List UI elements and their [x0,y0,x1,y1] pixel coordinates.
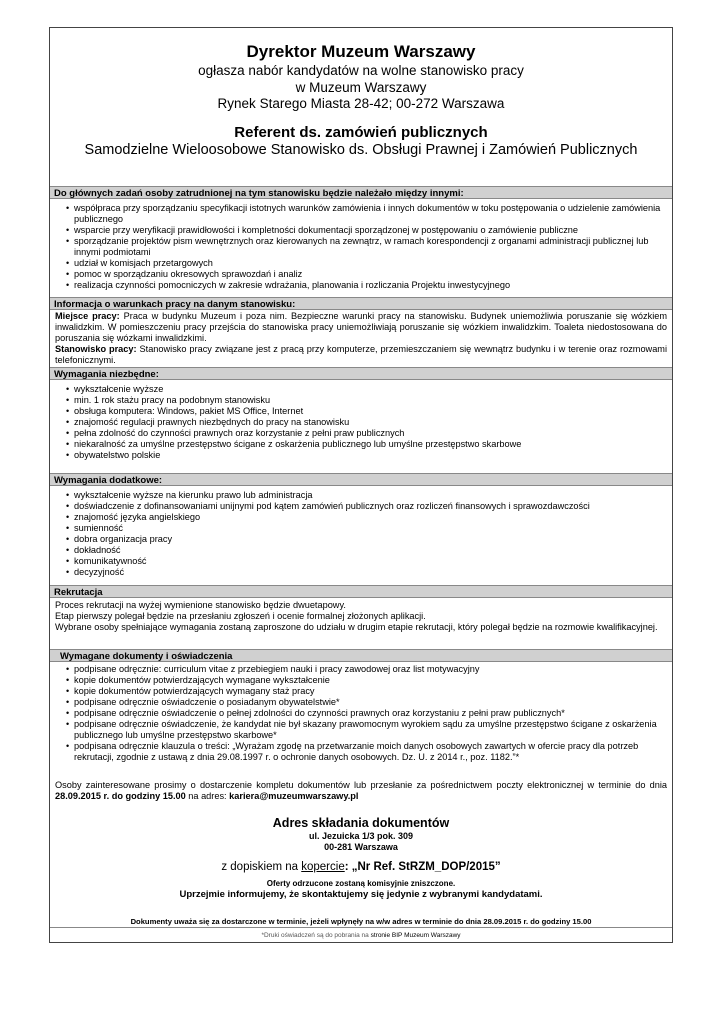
list-item: • udział w komisjach przetargowych [66,258,666,269]
submission-text [50,780,672,802]
post-label: Stanowisko pracy: [55,344,137,354]
workplace-label: Miejsce pracy: [55,311,120,321]
list-item: • podpisane odręcznie oświadczenie o pełnej zdolności do czynności prawnych oraz korzystaniu z pełni praw publicznych* [66,708,666,719]
list-item: • pełna zdolność do czynności prawnych oraz korzystanie z pełni praw publicznych [66,428,666,439]
list-item: • sumienność [66,523,666,534]
duties-heading: Do głównych zadań osoby zatrudnionej na tym stanowisku będzie należało między innymi: [50,186,672,199]
list-item: • doświadczenie z dofinansowaniami unijnymi pod kątem zamówień publicznych oraz rozliczeń finansowych i sprawozdawczości [66,501,666,512]
list-item: • podpisane odręcznie oświadczenie o posiadanym obywatelstwie* [66,697,666,708]
list-item: • znajomość regulacji prawnych niezbędnych do pracy na stanowisku [66,417,666,428]
post-description: Stanowisko pracy związane jest z pracą przy komputerze, przemieszczaniem się wewnątrz budynku i w terenie oraz rozmowami telefonicznymi. [55,344,667,365]
recruitment-line-2: Etap pierwszy polegał będzie na przesłaniu zgłoszeń i ocenie formalnej złożonych aplikacji. [55,611,426,621]
conditions-heading: Informacja o warunkach pracy na danym stanowisku: [50,297,672,310]
bip-link[interactable]: stronie BIP Muzeum Warszawy [370,932,461,939]
envelope-note-word: kopercie [301,861,345,873]
list-item: • współpraca przy sporządzaniu specyfikacji istotnych warunków zamówienia i innych dokumentów w toku postępowania o udzielenie zamówienia publicznego [66,203,666,225]
list-item: • sporządzanie projektów pism wewnętrznych oraz kierowanych na zewnątrz, w ramach korespondencji z organami administracji publicznej lub innymi podmiotami [66,236,666,258]
list-item: • min. 1 rok stażu pracy na podobnym stanowisku [66,395,666,406]
required-section [50,367,672,461]
announcement-page [49,27,673,943]
recruitment-heading: Rekrutacja [50,585,672,598]
envelope-note [50,861,672,873]
workplace-text [50,311,672,344]
email-link[interactable]: kariera@muzeumwarszawy.pl [229,791,359,801]
list-item: • kopie dokumentów potwierdzających wymagane wykształcenie [66,675,666,686]
envelope-note-prefix: z dopiskiem na [221,861,299,873]
additional-section [50,473,672,578]
list-item: • dobra organizacja pracy [66,534,666,545]
address-city: 00-281 Warszawa [324,842,398,852]
header-line-2: w Muzeum Warszawy [295,80,427,95]
list-item: • znajomość języka angielskiego [66,512,666,523]
rejected-offers-note: Oferty odrzucone zostaną komisyjnie zniszczone. [266,879,456,888]
footnote-prefix: *Druki oświadczeń są do pobrania na [261,932,369,939]
additional-heading: Wymagania dodatkowe: [50,473,672,486]
footnote [50,932,672,939]
list-item: • niekaralność za umyślne przestępstwo ścigane z oskarżenia publicznego lub umyślne przestępstwo skarbowe [66,439,666,450]
recruitment-section [50,585,672,633]
list-item: • kopie dokumentów potwierdzających wymagany staż pracy [66,686,666,697]
duties-list [50,203,672,291]
recruitment-line-1: Proces rekrutacji na wyżej wymienione stanowisko będzie dwuetapowy. [55,600,346,610]
duties-section [50,186,672,291]
documents-list [50,664,672,763]
list-item: • wsparcie przy weryfikacji prawidłowości i kompletności dokumentacji sporządzonej w postępowaniu o zamówienie publiczne [66,225,666,236]
required-list [50,384,672,461]
required-heading: Wymagania niezbędne: [50,367,672,380]
reference-number: : „Nr Ref. StRZM_DOP/2015” [344,861,501,873]
header-address: Rynek Starego Miasta 28-42; 00-272 Warszawa [217,96,505,111]
contact-note: Uprzejmie informujemy, że skontaktujemy się jedynie z wybranymi kandydatami. [179,889,543,900]
list-item: • decyzyjność [66,567,666,578]
list-item: • realizacja czynności pomocniczych w zakresie wdrażania, planowania i rozliczania Projektu inwestycyjnego [66,280,666,291]
list-item: • pomoc w sporządzaniu okresowych sprawozdań i analiz [66,269,666,280]
documents-section [50,649,672,763]
additional-list [50,490,672,578]
page-title: Dyrektor Muzeum Warszawy [246,42,476,61]
submission-intro: Osoby zainteresowane prosimy o dostarczenie kompletu dokumentów lub przesłanie za pośrednictwem poczty elektronicznej w terminie do dnia [55,780,667,790]
workplace-description: Praca w budynku Muzeum i poza nim. Bezpieczne warunki pracy na stanowisku. Budynek uniemożliwia poruszanie się wózkiem inwalidzkim. W pomieszczeniu pracy przejścia do stanowiska pracy uniemożliwiają poruszanie się wózkiem inwalidzkim. Toaleta niedostosowana do poruszania się wózkami inwalidzkimi. [55,311,667,343]
recruitment-line-3: Wybrane osoby spełniające wymagania zostaną zaproszone do udziału w drugim etapie rekrutacji, który polegał będzie na rozmowie kwalifikacyjnej. [55,622,658,632]
list-item: • wykształcenie wyższe na kierunku prawo lub administracja [66,490,666,501]
address-street: ul. Jezuicka 1/3 pok. 309 [308,831,414,841]
address-title: Adres składania dokumentów [272,816,450,830]
deadline-note: Dokumenty uważa się za dostarczone w terminie, jeżeli wpłynęły na w/w adres w terminie do dnia 28.09.2015 r. do godziny 15.00 [130,917,592,926]
header-line-1: ogłasza nabór kandydatów na wolne stanowisko pracy [198,63,524,78]
list-item: • podpisana odręcznie klauzula o treści: „Wyrażam zgodę na przetwarzanie moich danych osobowych zawartych w ofercie pracy dla potrzeb rekrutacji, zgodnie z ustawą z dnia 29.08.1997 r. o ochronie danych osobowych. Dz. U. z 2014 r., poz. 1182.”* [66,741,666,763]
divider [50,927,672,928]
position-department: Samodzielne Wieloosobowe Stanowisko ds. Obsługi Prawnej i Zamówień Publicznych [84,142,638,158]
list-item: • obywatelstwo polskie [66,450,666,461]
list-item: • dokładność [66,545,666,556]
list-item: • podpisane odręcznie oświadczenie, że kandydat nie był skazany prawomocnym wyrokiem sądu za umyślne przestępstwo ścigane z oskarżenia publicznego lub umyślne przestępstwo skarbowe* [66,719,666,741]
submission-deadline: 28.09.2015 r. do godziny 15.00 [55,791,186,801]
list-item: • obsługa komputera: Windows, pakiet MS Office, Internet [66,406,666,417]
list-item: • komunikatywność [66,556,666,567]
conditions-section [50,297,672,366]
list-item: • podpisane odręcznie: curriculum vitae z przebiegiem nauki i pracy zawodowej oraz list motywacyjny [66,664,666,675]
submission-mid: na adres: [188,791,227,801]
documents-heading: Wymagane dokumenty i oświadczenia [50,649,672,662]
position-title: Referent ds. zamówień publicznych [234,124,488,141]
list-item: • wykształcenie wyższe [66,384,666,395]
post-text [50,344,672,366]
